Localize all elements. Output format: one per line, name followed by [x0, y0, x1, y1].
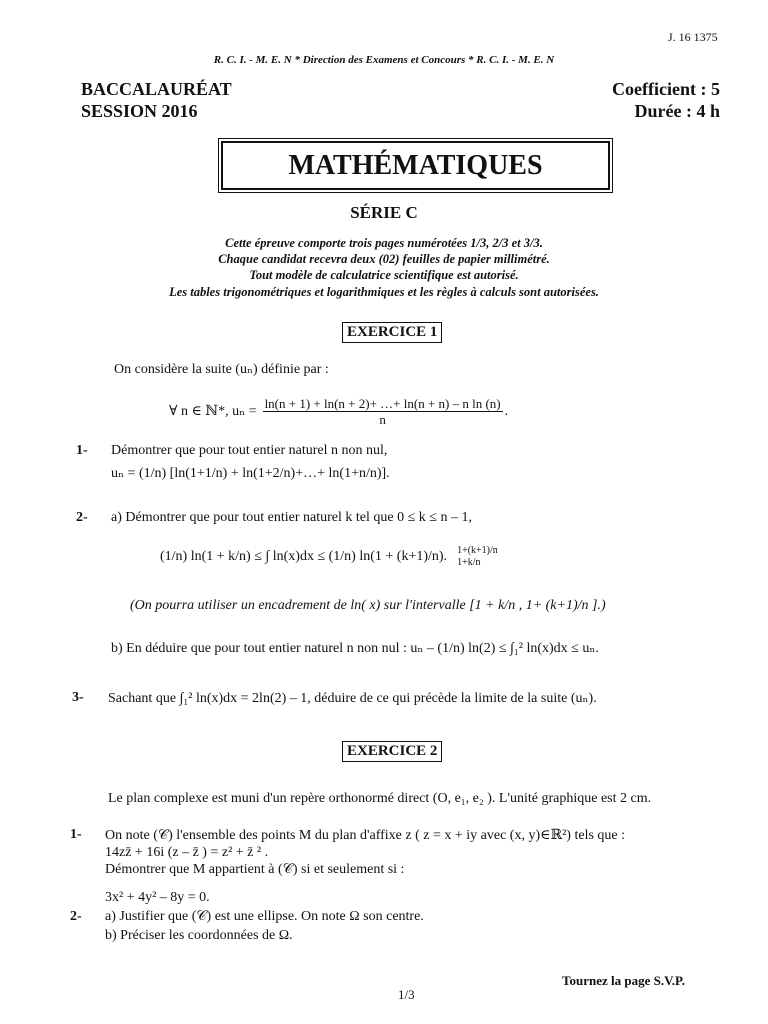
turn-page-note: Tournez la page S.V.P. — [562, 973, 686, 988]
integral-lower-bound: 1+k/n — [457, 557, 481, 568]
ex1-q2a-text: a) Démontrer que pour tout entier naturel k tel que 0 ≤ k ≤ n – 1, — [111, 510, 472, 525]
ex2-q1-line: On note (𝒞) l'ensemble des points M du plan d'affixe z ( z = x + iy avec (x, y)∈ℝ²) tels que : — [105, 828, 626, 843]
ex2-q1-equation: 14zz̄ + 16i (z – z̄ ) = z² + z̄ ² . — [105, 845, 269, 860]
instruction-line: Les tables trigonométriques et logarithmiques et les règles à calculs sont autorisées. — [169, 285, 599, 299]
definition-fraction — [263, 396, 503, 427]
integral-upper-bound: 1+(k+1)/n — [457, 545, 498, 556]
instruction-line: Tout modèle de calculatrice scientifique est autorisé. — [249, 268, 519, 282]
page-number: 1/3 — [398, 987, 415, 1002]
ex1-definition: ∀ n ∈ ℕ*, uₙ = $\frac{\text{ln(n + 1) + ln(n + 2)+ …+ ln(n + n) – n ln (n)}}{n}$ . — [169, 396, 509, 427]
ex1-q2a-inequality — [160, 545, 502, 569]
instruction-line: Chaque candidat recevra deux (02) feuilles de papier millimétré. — [218, 252, 550, 266]
serie-label: SÉRIE C — [350, 203, 418, 222]
definition-numerator: ln(n + 1) + ln(n + 2)+ …+ ln(n + n) – n ln (n) — [264, 396, 501, 411]
subject-title: MATHÉMATIQUES — [221, 141, 610, 190]
question-number: 1- — [76, 443, 88, 458]
ex2-q1-line: Démontrer que M appartient à (𝒞) si et seulement si : — [105, 862, 405, 877]
question-number: 3- — [72, 690, 84, 705]
organization-line: R. C. I. - M. E. N * Direction des Examens et Concours * R. C. I. - M. E. N — [213, 54, 555, 66]
definition-denominator: n — [379, 412, 386, 427]
integral-bounds — [457, 545, 498, 569]
ex2-q2a-text: a) Justifier que (𝒞) est une ellipse. On note Ω son centre. — [105, 909, 424, 924]
coefficient-label: Coefficient : 5 — [612, 79, 720, 99]
duration-label: Durée : 4 h — [634, 101, 720, 121]
ex2-q1-equation: 3x² + 4y² – 8y = 0. — [105, 890, 210, 905]
question-number: 1- — [70, 827, 82, 842]
question-number: 2- — [76, 510, 88, 525]
ex1-q2b-text: b) En déduire que pour tout entier naturel n non nul : uₙ – (1/n) ln(2) ≤ ∫₁² ln(x)dx ≤ uₙ. — [111, 641, 599, 656]
ex1-q3-text: Sachant que ∫₁² ln(x)dx = 2ln(2) – 1, déduire de ce qui précède la limite de la suite (uₙ). — [108, 691, 597, 706]
ex1-q2a-hint: (On pourra utiliser un encadrement de ln( x) sur l'intervalle [1 + k/n , 1+ (k+1)/n ].) — [130, 598, 606, 613]
inequality-formula: (1/n) ln(1 + k/n) ≤ ∫ ln(x)dx ≤ (1/n) ln(1 + (k+1)/n). — [160, 549, 448, 564]
question-number: 2- — [70, 909, 82, 924]
ex2-intro: Le plan complexe est muni d'un repère orthonormé direct (O, e₁, e₂ ). L'unité graphique est 2 cm. — [108, 791, 652, 806]
ex1-q1-text: Démontrer que pour tout entier naturel n non nul, — [111, 443, 388, 458]
instruction-line: Cette épreuve comporte trois pages numérotées 1/3, 2/3 et 3/3. — [225, 236, 543, 250]
ex2-q2b-text: b) Préciser les coordonnées de Ω. — [105, 928, 293, 943]
exercise-2-heading: EXERCICE 2 — [342, 741, 442, 762]
exam-name: BACCALAURÉAT — [81, 79, 232, 99]
exercise-1-heading: EXERCICE 1 — [342, 322, 442, 343]
ex1-intro: On considère la suite (uₙ) définie par : — [114, 362, 329, 377]
ex1-q1-formula: uₙ = (1/n) [ln(1+1/n) + ln(1+2/n)+…+ ln(1+n/n)]. — [111, 466, 390, 481]
definition-lhs: ∀ n ∈ ℕ*, uₙ = — [169, 404, 257, 419]
session-label: SESSION 2016 — [81, 101, 198, 121]
reference-code: J. 16 1375 — [668, 30, 718, 44]
